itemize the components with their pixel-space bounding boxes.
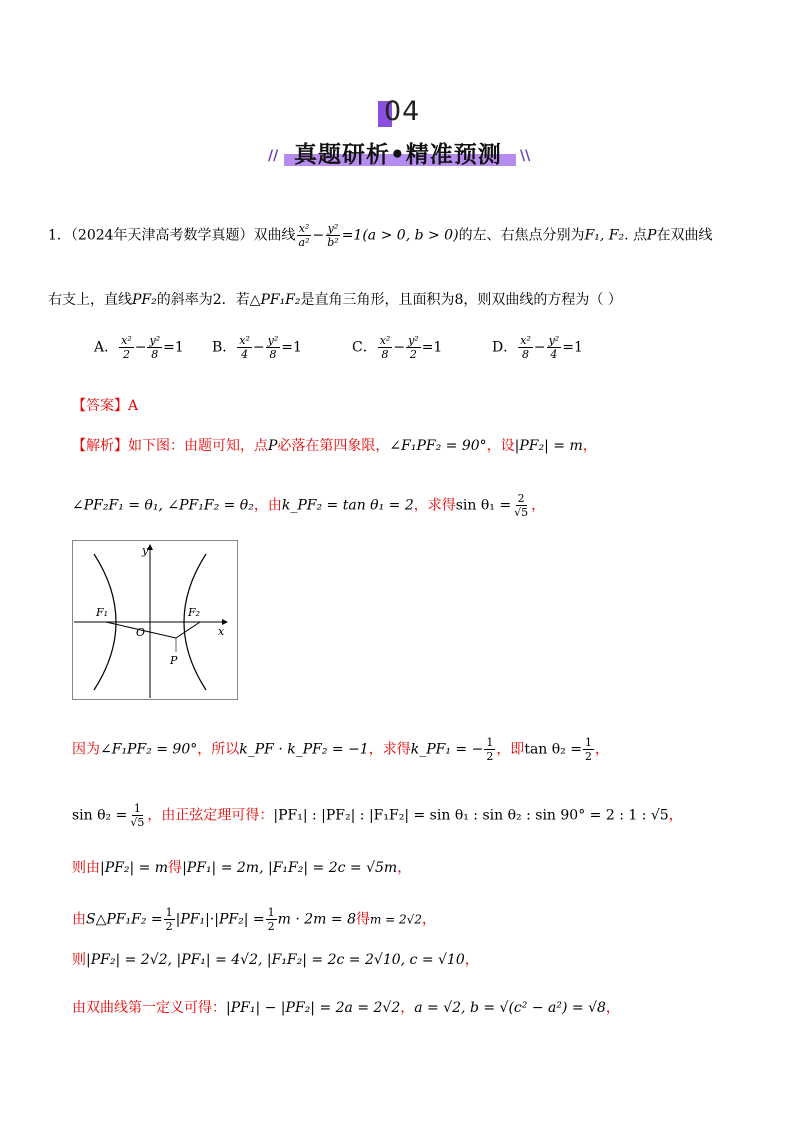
a8-a: 由双曲线第一定义可得：	[72, 1000, 226, 1016]
a7-b: ，	[464, 952, 479, 968]
point-p: P	[647, 227, 657, 244]
a2-k: k_PF₂ = tan θ₁ = 2	[281, 497, 414, 514]
option-d-y	[547, 334, 562, 361]
option-c-yd: 2	[409, 348, 417, 361]
section-number: 04	[384, 96, 421, 127]
a5-b: 得	[168, 860, 183, 876]
q2-a: 右支上，直线	[48, 292, 132, 308]
analysis-line-5	[72, 858, 411, 878]
figure-border	[73, 541, 238, 700]
analysis-line-1	[72, 436, 597, 456]
a3-tan-n: 1	[584, 736, 592, 749]
a2-sin: sin θ₁ =	[455, 497, 512, 514]
option-a[interactable]: A． $\frac{\text{x²}}{2}$ − $\frac{\text{y²}}{8}$ =1	[94, 334, 184, 361]
option-a-xd: 2	[122, 348, 130, 361]
option-b-rhs: =1	[281, 339, 302, 356]
analysis-line-6	[72, 906, 436, 933]
question-prefix: 1．（2024年天津高考数学真题）双曲线	[48, 227, 296, 244]
x-label: x	[218, 625, 225, 638]
option-b-yn: y²	[267, 334, 279, 347]
option-c-label: C．	[352, 339, 377, 356]
question-mid-2: . 点	[624, 227, 648, 244]
a8-c: ，	[605, 1000, 620, 1016]
a1-angle: ∠F₁PF₂ = 90°	[389, 438, 487, 454]
a3-c: ，求得	[368, 741, 411, 758]
option-b-yd: 8	[269, 348, 277, 361]
a6-b: 得	[355, 911, 370, 928]
option-c[interactable]: C． $\frac{\text{x²}}{8}$ − $\frac{\text{y²}}{2}$ =1	[352, 334, 443, 361]
a4-a: ，由正弦定理可得：	[147, 807, 274, 824]
a2-b: ，求得	[413, 497, 456, 514]
a3-k1-frac	[484, 736, 495, 763]
option-a-rhs: =1	[163, 339, 184, 356]
a2-a: ，由	[253, 497, 282, 514]
option-b-xd: 4	[241, 348, 249, 361]
analysis-line-3	[72, 736, 609, 763]
a3-e: ，	[594, 741, 609, 758]
question-line-2	[48, 290, 622, 310]
a4-sin-d: √5	[130, 816, 145, 829]
a7-a: 则	[72, 952, 86, 968]
a8-eq: |PF₁| − |PF₂| = 2a = 2√2	[226, 1000, 401, 1016]
a6-h2-n: 1	[267, 906, 275, 919]
a6-s: S△PF₁F₂ =	[86, 911, 163, 928]
q2-pf2: PF₂	[132, 292, 157, 308]
q2-b: 的斜率为2．若	[156, 292, 250, 308]
a3-a: 因为	[72, 741, 100, 758]
f2-label: F₂	[188, 606, 201, 619]
foci-text: F₁, F₂	[584, 227, 625, 244]
eq-x-fraction	[297, 222, 312, 249]
option-a-label: A．	[94, 339, 119, 356]
a5-a: 则由	[72, 860, 100, 876]
eq-minus: −	[312, 227, 325, 244]
a4-sin: sin θ₂ =	[72, 807, 128, 824]
a3-d: ，即	[496, 741, 525, 758]
option-d-yd: 4	[550, 348, 558, 361]
option-d-rhs: =1	[562, 339, 583, 356]
y-label: y	[142, 544, 149, 557]
a1-d: ，	[582, 438, 597, 454]
eq-y-fraction	[325, 222, 340, 249]
option-c-y	[406, 334, 421, 361]
a6-mid: |PF₁|·|PF₂| =	[175, 911, 265, 928]
option-a-yd: 8	[151, 348, 159, 361]
a2-angles: ∠PF₂F₁ = θ₁, ∠PF₁F₂ = θ₂	[72, 497, 254, 514]
option-d[interactable]: D． $\frac{\text{x²}}{8}$ − $\frac{\text{y²}}{4}$ =1	[492, 334, 583, 361]
option-c-x	[378, 334, 393, 361]
a6-a: 由	[72, 911, 86, 928]
a4-sin-frac	[128, 802, 146, 829]
a3-tan: tan θ₂ =	[524, 741, 582, 758]
analysis-line-8	[72, 998, 620, 1018]
a6-h2-d: 2	[267, 920, 275, 933]
q2-c: 是直角三角形，且面积为8，则双曲线的方程为（ ）	[300, 292, 622, 308]
option-c-rhs: =1	[421, 339, 443, 356]
a3-tan-d: 2	[584, 750, 592, 763]
option-b-y	[266, 334, 281, 361]
option-b-xn: x²	[239, 334, 250, 347]
option-c-xd: 8	[381, 348, 389, 361]
a6-h-n: 1	[165, 906, 173, 919]
eq-x-num: x²	[298, 222, 310, 235]
a1-eq: |PF₂| = m	[514, 438, 583, 454]
answer-line: 【答案】A	[72, 398, 139, 414]
option-d-label: D．	[492, 339, 518, 356]
a7-eq: |PF₂| = 2√2, |PF₁| = 4√2, |F₁F₂| = 2c = 2√10, c = √10	[86, 952, 465, 968]
a3-k1: k_PF₁ = −	[410, 741, 484, 758]
a6-half-2	[266, 906, 277, 933]
segment-f2-p	[176, 622, 200, 638]
a3-k: k_PF · k_PF₂ = −1	[239, 741, 369, 758]
a5-c: ，	[397, 860, 412, 876]
a4-sin-n: 1	[133, 802, 141, 815]
option-d-xn: x²	[520, 334, 531, 347]
option-d-xd: 8	[522, 348, 530, 361]
a6-m: m = 2√2	[369, 912, 422, 927]
question-mid-3: 在双曲线	[656, 227, 713, 244]
section-title: 真题研析•精准预测	[294, 142, 502, 168]
a2-c: ，	[531, 497, 546, 514]
option-a-yn: y²	[149, 334, 161, 347]
eq-y-den: b²	[327, 236, 339, 249]
a2-sin-n: 2	[517, 492, 525, 505]
a3-tan-frac	[583, 736, 594, 763]
a2-sin-frac	[512, 492, 530, 519]
option-d-yn: y²	[548, 334, 560, 347]
option-b-x	[237, 334, 252, 361]
a6-end: m · 2m = 8	[277, 911, 356, 928]
banner-slash-right: \\	[520, 148, 531, 164]
a4-ratio: |PF₁| : |PF₂| : |F₁F₂| = sin θ₁ : sin θ₂ : sin 90° = 2 : 1 : √5	[273, 807, 669, 824]
a3-k1-d: 2	[486, 750, 494, 763]
analysis-line-4	[72, 802, 683, 829]
a5-eq1: |PF₂| = m	[100, 860, 169, 876]
a6-half-1	[164, 906, 175, 933]
option-b[interactable]: B． $\frac{\text{x²}}{4}$ − $\frac{\text{y²}}{8}$ =1	[212, 334, 302, 361]
a6-h-d: 2	[165, 920, 173, 933]
a3-angle: ∠F₁PF₂ = 90°	[100, 741, 198, 758]
a3-b: ，所以	[197, 741, 240, 758]
a5-eq2: |PF₁| = 2m, |F₁F₂| = 2c = √5m	[182, 860, 398, 876]
a8-b: ，	[400, 1000, 415, 1016]
eq-y-num: y²	[327, 222, 339, 235]
a4-b: ，	[668, 807, 683, 824]
a1-c: ，设	[486, 438, 515, 454]
a1-b: 必落在第四象限，	[277, 438, 390, 454]
a8-eq2: a = √2, b = √(c² − a²) = √8	[414, 1000, 606, 1016]
question-mid-1: 的左、右焦点分别为	[458, 227, 585, 244]
option-b-label: B．	[212, 339, 237, 356]
analysis-line-2	[72, 492, 545, 519]
banner-slash-left: //	[268, 148, 279, 164]
option-c-yn: y²	[408, 334, 419, 347]
option-a-y	[147, 334, 162, 361]
analysis-line-7	[72, 950, 479, 970]
eq-x-den: a²	[298, 236, 310, 249]
a6-c: ，	[421, 911, 436, 928]
f1-label: F₁	[96, 606, 109, 619]
option-d-x	[518, 334, 533, 361]
q2-triangle: △PF₁F₂	[249, 292, 301, 308]
question-line-1	[48, 222, 712, 249]
a1-a: 【解析】如下图：由题可知，点	[72, 438, 268, 454]
option-c-xn: x²	[379, 334, 391, 347]
a2-sin-d: √5	[514, 506, 529, 519]
a1-p: P	[268, 438, 278, 454]
hyperbola-figure	[72, 540, 238, 700]
eq-rest: =1(a > 0, b > 0)	[341, 227, 459, 244]
a3-k1-n: 1	[486, 736, 494, 749]
option-a-x	[119, 334, 134, 361]
p-label: P	[170, 654, 178, 667]
option-a-xn: x²	[121, 334, 132, 347]
o-label: O	[136, 626, 146, 639]
